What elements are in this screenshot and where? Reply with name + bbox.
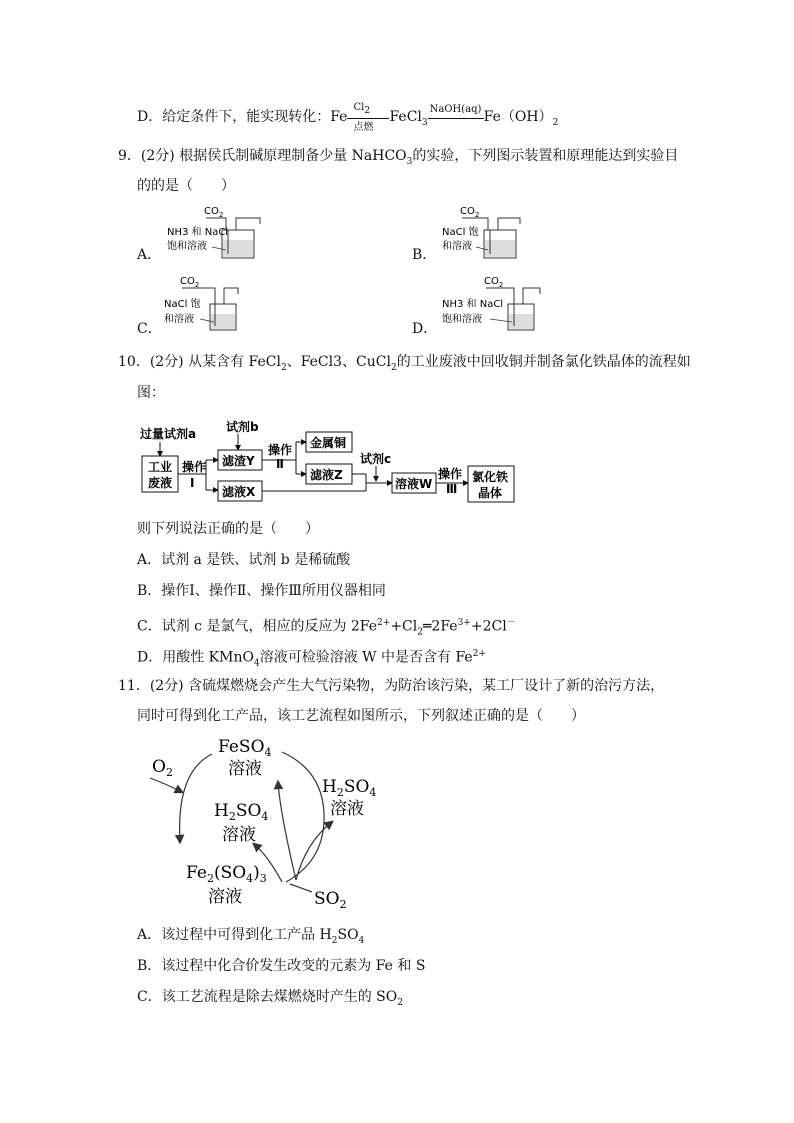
filtrate-z-label: 滤液Z (310, 468, 343, 482)
q10-d-prefix: D．用酸性 KMnO (137, 649, 254, 666)
op2-line2: Ⅱ (276, 457, 284, 471)
q9-d-line1: NH3 和 NaCl (442, 299, 504, 310)
reagent-b-label: 试剂b (226, 420, 259, 434)
product-line2: 晶体 (478, 486, 503, 500)
charge: 2+ (377, 618, 391, 628)
feso4-label: FeSO$_4$ (218, 737, 272, 759)
q8-arrow2-top: NaOH(aq) (429, 104, 482, 115)
q9-apparatus-c (160, 274, 270, 336)
q11-cycle-diagram (146, 732, 396, 916)
q8-arrow1-top-sub: 2 (364, 106, 371, 116)
bottle-liquid (509, 314, 533, 329)
q10-c-eq2: ═2Fe (422, 618, 458, 635)
sub: 4 (253, 658, 260, 669)
q9-stem-prefix: 9．(2分) 根据侯氏制碱原理制备少量 NaHCO (118, 148, 407, 164)
q9-stem-line2: 的的是（ ） (137, 178, 235, 194)
q8-option-d-prefix: D．给定条件下，能实现转化：Fe (137, 109, 348, 125)
q8-end: Fe（OH） (483, 109, 553, 125)
q10-option-c (137, 613, 516, 642)
co2-label: $CO_2$ (180, 276, 200, 289)
o2-label: $O_2$ (152, 757, 173, 779)
q10-flowchart (138, 418, 518, 510)
feso4-solution: 溶液 (228, 759, 262, 779)
waste-line2: 废液 (148, 476, 173, 490)
gas-outlet-tube (224, 288, 238, 304)
gas-outlet-tube (523, 288, 540, 304)
cycle-arrow-left (180, 754, 212, 842)
q8-mid: FeCl (389, 109, 422, 125)
q10-option-b: B．操作Ⅰ、操作Ⅱ、操作Ⅲ所用仪器相同 (137, 583, 386, 599)
q9-option-d-letter: D． (412, 321, 438, 337)
q10-c-eq: +Cl (390, 618, 418, 635)
q8-arrow2 (428, 104, 484, 127)
q10-sub3: 2 (390, 362, 397, 373)
q10-sub2: 3 (333, 354, 343, 370)
q10-stem (118, 352, 691, 378)
q8-option-d (137, 102, 559, 133)
cycle-arc-right (282, 752, 324, 822)
q10-option-a: A．试剂 a 是铁、试剂 b 是稀硫酸 (137, 552, 351, 568)
q10-stem-suffix: 的工业废液中回收铜并制备氯化铁晶体的流程如 (396, 354, 691, 370)
q10-sep2: 、CuCl (342, 354, 391, 370)
cycle-arrow-up (278, 782, 296, 880)
q9-option-c-letter: C． (137, 321, 162, 337)
so2-arrow (290, 884, 312, 892)
q9-stem (118, 146, 678, 172)
filtrate-x-label: 滤液X (222, 485, 256, 499)
arrow-line (428, 118, 484, 119)
q9-stem-sub: 3 (406, 156, 413, 167)
q10-stem-line2: 图： (137, 385, 165, 401)
reagent-a-label: 过量试剂a (140, 427, 197, 441)
gas-outlet-tube (236, 218, 260, 230)
o2-arrow (150, 778, 182, 792)
reagent-c-label: 试剂c (360, 452, 392, 466)
sub: 2 (331, 935, 338, 946)
solution-w-label: 溶液W (395, 477, 433, 491)
q11-stem-line2: 同时可得到化工产品，该工艺流程如图所示，下列叙述正确的是（ ） (137, 708, 585, 724)
fe2so43-label: $Fe_2(SO_4)_3$ (186, 863, 267, 885)
op2-line1: 操作 (268, 443, 293, 457)
q11-a-prefix: A．该过程中可得到化工产品 H (137, 927, 332, 943)
q10-d-mid: 溶液可检验溶液 W 中是否含有 Fe (259, 649, 473, 666)
q8-mid-sub: 3 (421, 117, 428, 128)
q10-c-eq3: +2Cl (470, 618, 507, 635)
gas-outlet-tube (498, 218, 520, 230)
op3-line1: 操作 (438, 467, 463, 481)
q11-stem-line1: 11．(2分) 含硫煤燃烧会产生大气污染物，为防治该污染，某工厂设计了新的治污方法， (118, 678, 665, 694)
q11-option-c (137, 987, 403, 1013)
q9-b-line2: 和溶液 (442, 241, 472, 252)
q10-option-d (137, 644, 486, 673)
q9-d-line2: 饱和溶液 (442, 314, 482, 325)
q9-stem-suffix: 的实验，下列图示装置和原理能达到实验目 (412, 148, 679, 164)
outer-h2so4-label: $H_2SO_4$ (322, 777, 377, 799)
charge: 3+ (457, 618, 471, 628)
charge: － (506, 618, 516, 628)
q11-a-mid: SO (337, 927, 359, 943)
sub: 4 (358, 935, 365, 946)
q10-sep1: 、FeCl (286, 354, 334, 370)
waste-line1: 工业 (148, 460, 173, 474)
outer-h2so4-solution: 溶液 (330, 799, 364, 819)
q11-option-b: B．该过程中化合价发生改变的元素为 Fe 和 S (137, 958, 426, 974)
sub: 2 (417, 627, 423, 638)
q10-stem-prefix: 10．(2分) 从某含有 FeCl (118, 354, 281, 370)
copper-label: 金属铜 (310, 436, 347, 450)
op3-line2: Ⅲ (446, 482, 458, 496)
q9-option-b-letter: B． (412, 247, 437, 263)
inner-h2so4-solution: 溶液 (222, 825, 256, 845)
sub: 2 (397, 997, 403, 1008)
cycle-arc-right-lower (286, 822, 324, 882)
op1-line1: 操作 (182, 460, 207, 474)
q9-apparatus-b (440, 204, 550, 264)
co2-label: $CO_2$ (484, 276, 504, 289)
q9-option-a-letter: A． (137, 247, 162, 263)
co2-label: $CO_2$ (204, 206, 224, 219)
q9-apparatus-d (440, 274, 560, 336)
q9-c-line2: 和溶液 (164, 314, 194, 325)
q11-option-a (137, 925, 364, 951)
q8-end-sub: 2 (552, 117, 559, 128)
product-line1: 氯化铁 (472, 470, 509, 484)
inner-h2so4-label: $H_2SO_4$ (214, 801, 269, 823)
co2-label: $CO_2$ (460, 206, 480, 219)
op1-line2: Ⅰ (190, 476, 195, 490)
fe2so43-solution: 溶液 (208, 887, 242, 907)
q10-c-prefix: C．试剂 c 是氯气，相应的反应为 2Fe (137, 618, 378, 635)
q9-a-line1: NH3 和 NaCl (167, 227, 229, 238)
q8-arrow1 (347, 102, 389, 133)
residue-y-label: 滤渣Y (222, 454, 255, 468)
so2-label: $SO_2$ (314, 889, 347, 911)
q10-sub1: 2 (280, 362, 287, 373)
q8-arrow1-bottom: 点燃 (353, 122, 374, 133)
q8-arrow1-top: Cl (353, 102, 365, 113)
q11-c-prefix: C．该工艺流程是除去煤燃烧时产生的 SO (137, 989, 398, 1005)
charge: 2+ (472, 649, 486, 659)
q9-apparatus-a (162, 204, 272, 264)
q9-a-line2: 饱和溶液 (167, 241, 207, 252)
q9-b-line1: NaCl 饱 (442, 227, 479, 238)
q10-question: 则下列说法正确的是（ ） (137, 521, 319, 537)
q9-c-line1: NaCl 饱 (164, 299, 201, 310)
